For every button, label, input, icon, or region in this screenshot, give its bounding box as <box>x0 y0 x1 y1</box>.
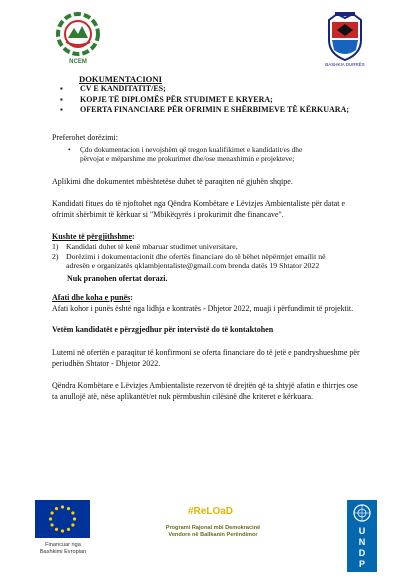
conditions-heading-colon: : <box>132 232 135 241</box>
deadline-heading <box>52 293 133 304</box>
preferred-line-1: Çdo dokumentacion i nevojshëm që tregon kualifikimet e kandidatit/es dhe <box>80 145 303 154</box>
un-emblem-icon <box>347 503 377 525</box>
reload-title: #ReLOaD <box>188 506 234 517</box>
crest-ribbon-text: BASHKIA DURRËS <box>325 62 365 67</box>
condition-text-line-1: Dorëzimi i dokumentacionit dhe ofertës financiare do të bëhet nëpërmjet emailit në <box>66 251 326 261</box>
list-item: ▪ KOPJE TË DIPLOMËS PËR STUDIMET E KRYERA; <box>60 95 349 106</box>
reload-subtitle-line-1: Programi Rajonal mbi Demokracinë <box>165 525 261 531</box>
confirmation-line-1: Lutemi në ofertën e paraqitur të konfirmoni se oferta financiare do të jetë e pandryshueshme për <box>52 348 360 357</box>
reserve-line-2: ta anullojë atë, nëse aplikantët/et nuk përmbushin cilësinë dhe kriteret e kërkuara. <box>52 392 314 401</box>
condition-text-line-2: adresën e organizatës qklambjentaliste@gmail.com brenda datës 19 Shtator 2022 <box>66 261 320 271</box>
condition-number: 1) <box>52 242 59 251</box>
condition-number: 2) <box>52 251 59 261</box>
conditions-heading <box>52 232 135 243</box>
reload-subtitle-line-2: Vendore në Ballkanin Perëndimor <box>168 532 258 539</box>
documents-title: DOKUMENTACIONI <box>79 74 162 84</box>
list-item: ▪ CV E KANDITATIT/ES; <box>60 84 349 95</box>
undp-logo <box>347 500 377 572</box>
reload-subtitle <box>150 525 276 539</box>
eu-caption-line-2: Bashkimi Evropian <box>39 549 87 555</box>
list-item: ▪ OFERTA FINANCIARE PËR OFRIMIN E SHËRBIMEVE TË KËRKUARA; <box>60 105 349 116</box>
ncem-logo-text: NCEM <box>69 59 87 65</box>
bullet-icon: • <box>68 145 71 154</box>
ncem-emblem-icon <box>52 12 104 60</box>
reserve-line-1: Qëndra Kombëtare e Lëvizjes Ambientaliste rezervon të drejtën që ta shtyjë afatin e thirrjes ose <box>52 381 358 390</box>
required-documents-list <box>60 84 349 116</box>
crest-icon <box>323 12 367 62</box>
deadline-text: Afati kohor i punës është nga lidhja e kontratës - Dhjetor 2022, muaji i përfundimit të projektit. <box>52 304 354 313</box>
list-item <box>52 242 384 252</box>
preferred-heading: Preferohet dorëzimi: <box>52 133 118 142</box>
confirmation-line-2: periudhën Shtator - Dhjetor 2022. <box>52 359 161 368</box>
condition-text: Kandidati duhet të kenë mbaruar studimet universitare, <box>66 242 238 251</box>
deadline-heading-text: Afati dhe koha e punës <box>52 293 131 302</box>
preferred-bullet <box>68 145 380 164</box>
list-item <box>52 252 384 271</box>
undp-letter: D <box>358 548 366 558</box>
conditions-heading-text: Kushte të përgjithshme <box>52 232 132 241</box>
language-note: Aplikimi dhe dokumentet mbështetëse duhet të paraqiten në gjuhën shqipe. <box>52 177 293 186</box>
undp-letter: N <box>358 537 366 547</box>
winner-note-line-1: Kandidati fitues do të njoftohet nga Qëndra Kombëtare e Lëvizjes Ambientaliste për datat e <box>52 199 346 208</box>
municipality-crest <box>323 12 367 70</box>
eu-stars-icon <box>35 500 90 538</box>
ncem-logo <box>52 12 104 70</box>
deadline-heading-colon: : <box>130 293 133 302</box>
eu-flag-logo <box>35 500 90 538</box>
preferred-line-2: përvojat e mëparshme me prokurimet dhe/ose menaxhimin e projekteve; <box>80 154 295 164</box>
eu-caption <box>30 542 96 556</box>
undp-letter: U <box>358 526 366 536</box>
shortlist-note: Vetëm kandidatët e përzgjedhur për intervistë do të kontaktohen <box>52 325 274 334</box>
late-submission-note: Nuk pranohen ofertat dorazi. <box>67 274 168 283</box>
winner-note-line-2: ofrimit shërbimit të kërkuar si "Mbikëqyrës i prokurimit dhe financave". <box>52 210 284 219</box>
eu-caption-line-1: Financuar nga <box>45 542 81 548</box>
undp-letter: P <box>358 559 365 569</box>
conditions-list <box>52 242 384 271</box>
